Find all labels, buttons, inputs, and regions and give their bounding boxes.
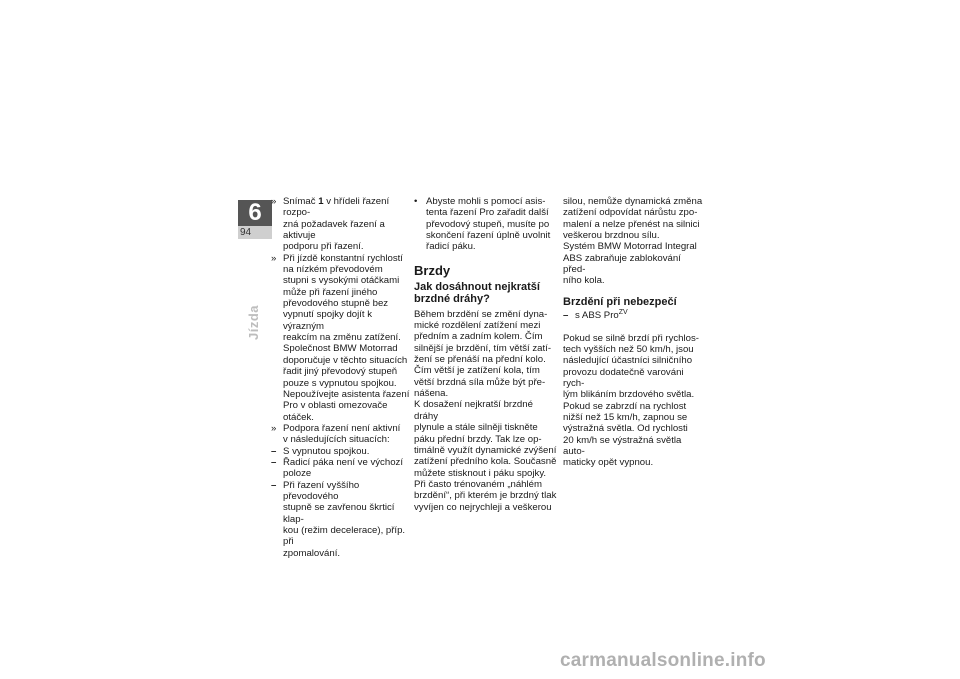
chapter-number-box [238,200,272,226]
text-line: K dosažení nejkratší brzdné dráhy [414,399,533,422]
dash-item [563,310,703,321]
text-line: Nepoužívejte asistenta řazení [283,388,410,400]
text-line: S vypnutou spojkou. [283,445,370,457]
paragraph [563,241,703,286]
text-line: tech vyšších než 50 km/h, jsou [563,343,694,355]
heading-line: Jak dosáhnout nejkratší [414,280,540,293]
bullet-mark: » [271,252,277,264]
dash-mark: – [271,479,277,491]
text-line: Při řazení vyššího převodového [283,479,360,502]
heading-line: brzdné dráhy? [414,293,490,306]
paragraph [414,399,558,512]
text-line: plynule a stále silněji tiskněte [414,422,538,434]
text-line: stupně se zavřenou škrticí klap- [283,502,395,525]
text-line: skončení řazení úplně uvolnit [426,230,551,242]
text-line: převodového stupně bez [283,298,389,310]
dash-mark: – [271,456,277,468]
text-line: Společnost BMW Motorrad [283,343,398,355]
text-line: řadit jiný převodový stupeň [283,366,398,378]
text-line: Při jízdě konstantní rychlostí [283,252,403,264]
text-line: páku přední brzdy. Tak lze op- [414,433,542,445]
text-line: žení se přenáší na přední kolo. [414,354,546,366]
paragraph [563,401,703,469]
text-line: Řadicí páka není ve výchozí [283,456,403,468]
paragraph [563,333,703,401]
text-line: Systém BMW Motorrad Integral [563,241,697,253]
subsection-heading: Brzdění při nebezpečí [563,295,677,308]
bullet-mark: • [414,196,418,207]
equipment-label: s ABS Pro [575,310,619,322]
text-line: zatížení odpovídat nárůstu zpo- [563,207,698,219]
text-line: zatížení předního kola. Současně [414,456,557,468]
text-line: zná požadavek řazení a aktivuje [283,218,385,242]
reference-number: 1 [318,196,324,207]
text-line: můžete stisknout i páku spojky. [414,467,547,479]
text-line: reakcím na změnu zatížení. [283,332,401,344]
section-title: Jízda [246,304,261,340]
text-line: malení a nelze přenést na silnici [563,218,700,230]
text-span: v hřídeli řazení rozpo- [283,196,390,219]
text-line: brzdění“, při kterém je brzdný tlak [414,490,557,502]
list-item [271,423,411,446]
text-line: Při často trénovaném „náhlém [414,478,542,490]
text-line: ABS zabraňuje zablokování před- [563,252,681,276]
section-heading: Brzdy [414,262,451,278]
text-span: Snímač [283,196,319,207]
text-line: maticky opět vypnou. [563,457,654,469]
column-2 [414,196,558,513]
text-line: timálně využít dynamické zvýšení [414,444,557,456]
text-line: nášena. [414,388,449,400]
text-line: kou (režim decelerace), příp. při [283,524,406,548]
text-line: v následujících situacích: [283,434,390,446]
paragraph [563,196,703,241]
bullet-mark: » [271,196,277,207]
text-line: výstražná světla. Od rychlosti [563,423,688,435]
text-line: nižší než 15 km/h, zapnou se [563,412,688,423]
text-line: zpomalování. [283,547,341,559]
dash-mark: – [563,310,569,322]
text-line [283,196,411,219]
subsection-heading [414,281,558,306]
text-line: Podpora řazení není aktivní [283,422,401,434]
equipment-superscript: ZV [618,309,628,317]
text-line: Během brzdění se změní dyna- [414,308,548,320]
text-line: Pro v oblasti omezovače [283,400,388,412]
column-1 [271,196,411,559]
text-line: 20 km/h se výstražná světla auto- [563,434,682,458]
spacer [563,322,703,333]
text-line: mické rozdělení zatížení mezi [414,320,541,332]
text-line: ního kola. [563,275,605,287]
list-item [271,253,411,423]
text-line: otáček. [283,411,314,423]
text-line: předním a zadním kolem. Čím [414,331,543,343]
text-line: tenta řazení Pro zařadit další [426,207,549,219]
list-item [414,196,558,253]
dash-item [271,457,411,480]
text-line: na nízkém převodovém [283,264,383,276]
text-line: vypnutí spojky dojít k výrazným [283,309,373,332]
text-line: může při řazení jiného [283,286,378,298]
text-line: stupni s vysokými otáčkami [283,275,400,287]
dash-item [271,480,411,559]
text-line: následující účastníci silničního [563,355,693,367]
dash-mark: – [271,445,277,457]
text-line: lým blikáním brzdového světla. [563,389,695,401]
bullet-mark: » [271,422,277,434]
text-line: Pokud se silně brzdí při rychlos- [563,332,699,344]
watermark: carmanualsonline.info [560,650,766,671]
text-line: vyvíjen co nejrychleji a veškerou [414,501,552,513]
text-line: podporu při řazení. [283,241,364,253]
chapter-number: 6 [248,199,262,226]
text-line: Čím větší je zatížení kola, tím [414,365,540,377]
text-line: řadicí páku. [426,241,476,253]
paragraph [414,309,558,400]
section-title-wrap [246,280,264,340]
list-item [271,196,411,253]
text-line: větší brzdná síla může být pře- [414,376,546,388]
text-line: Pokud se zabrzdí na rychlost [563,400,687,412]
chapter-tab [238,200,272,239]
text-line: veškerou brzdnou sílu. [563,230,660,242]
text-line: silnější je brzdění, tím větší zatí- [414,342,552,354]
text-line [575,310,703,321]
dash-item [271,446,411,457]
text-line: poloze [283,468,312,480]
page-number: 94 [238,226,272,239]
text-line: pouze s vypnutou spojkou. [283,377,397,389]
text-line: Abyste mohli s pomocí asis- [426,196,546,207]
column-3 [563,196,703,469]
text-line: silou, nemůže dynamická změna [563,196,703,207]
text-line: doporučuje v těchto situacích [283,354,408,366]
text-line: provozu dodatečně varováni rych- [563,366,684,389]
text-line: převodový stupeň, musíte po [426,218,550,230]
